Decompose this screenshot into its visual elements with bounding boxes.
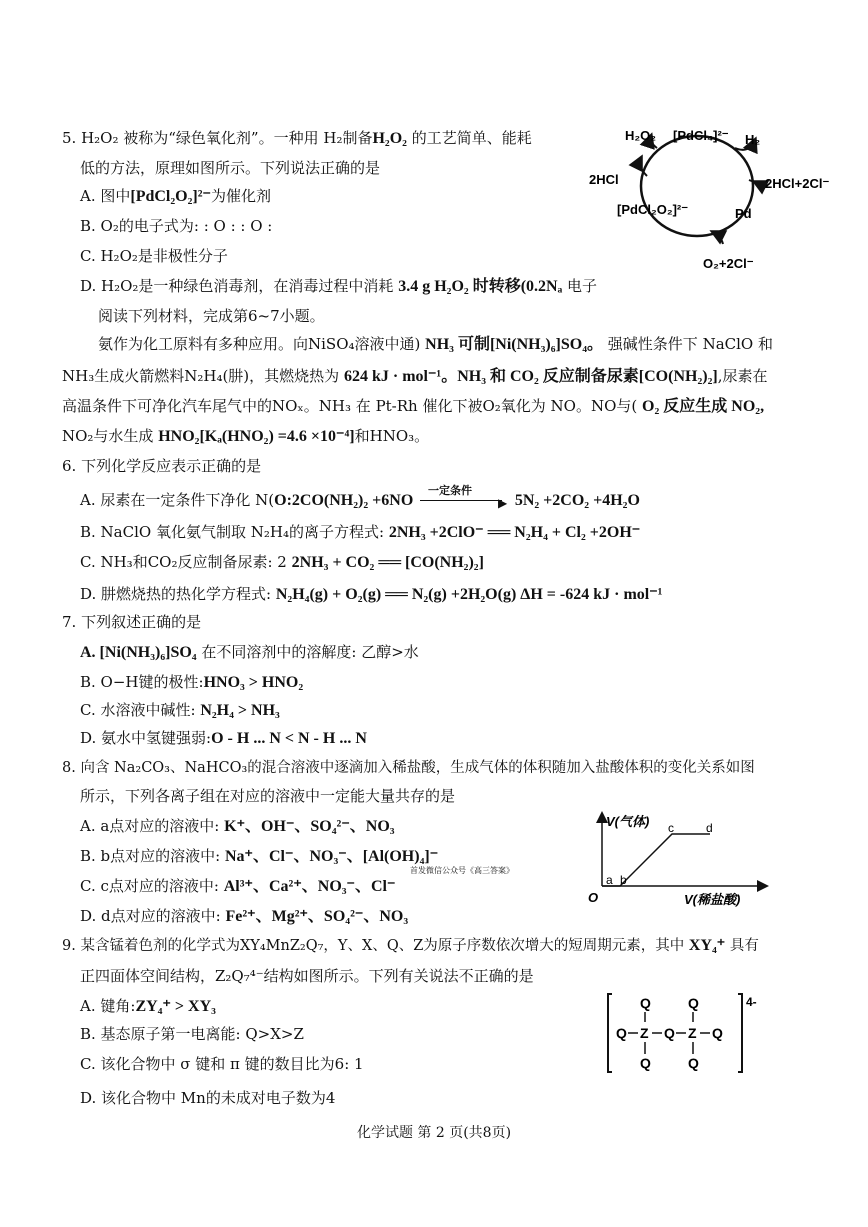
- q6-option-b-eq: 2NH₃ +2ClO⁻ ══ N₂H₄ + Cl₂ +2OH⁻: [388, 524, 641, 541]
- q7-option-b-formula: HNO₃ > HNO₂: [203, 674, 304, 691]
- q6-option-c-eq: 2NH₃ + CO₂ ══ [CO(NH₂)₂]: [291, 554, 484, 571]
- q8-option-a: [80, 816, 395, 837]
- q6-stem: 6. 下列化学反应表示正确的是: [62, 457, 262, 475]
- q5-stem-text: 5. H₂O₂ 被称为“绿色氧化剂”。一种用 H₂制备: [62, 129, 373, 147]
- q6-option-d-text: D. 肼燃烧热的热化学方程式:: [80, 585, 272, 603]
- q8-option-d-text: D. d点对应的溶液中:: [80, 907, 221, 925]
- catalytic-cycle-diagram: [585, 118, 835, 278]
- q6-option-a: [80, 484, 640, 511]
- struct-q-bottom-right: Q: [688, 1055, 699, 1071]
- q9-option-a-formula: ZY₄⁺ > XY₃: [135, 998, 216, 1015]
- passage-line2: [62, 366, 768, 387]
- q9-stem-line2: 正四面体空间结构，Z₂Q₇⁴⁻结构如图所示。下列有关说法不正确的是: [80, 967, 534, 985]
- passage-line4: [62, 426, 429, 447]
- q6-condition-arrow: [418, 484, 510, 511]
- q8-stem-line2: 所示，下列各离子组在对应的溶液中一定能大量共存的是: [80, 787, 456, 805]
- q8-option-c: [80, 876, 395, 897]
- graph-origin: O: [588, 890, 599, 905]
- q5-stem-formula: H₂O₂: [372, 130, 407, 147]
- q7-option-a-text: 在不同溶剂中的溶解度: 乙醇>水: [201, 643, 419, 661]
- q5-stem-line1: [62, 128, 532, 149]
- label-2hcl: 2HCl: [589, 172, 619, 187]
- gas-volume-graph: [580, 810, 780, 910]
- struct-q-right: Q: [712, 1025, 723, 1041]
- q6-option-b: [80, 522, 640, 543]
- passage-line1-formula: NH₃ 可制[Ni(NH₃)₆]SO₄。: [425, 336, 604, 353]
- q5-option-d: [80, 276, 597, 297]
- struct-q-bottom-left: Q: [640, 1055, 651, 1071]
- q6-option-d: [80, 584, 662, 605]
- q7-option-b: [80, 672, 303, 693]
- page-footer: 化学试题 第 2 页(共8页): [356, 1125, 512, 1141]
- q6-option-c-text: C. NH₃和CO₂反应制备尿素: 2: [80, 553, 287, 571]
- q6-condition-label: 一定条件: [428, 484, 473, 497]
- gas-curve: [602, 834, 710, 886]
- passage-line3-formula: O₂ 反应生成 NO₂,: [642, 398, 765, 415]
- passage-line1-c: 强碱性条件下 NaClO 和: [607, 335, 773, 353]
- label-pd: Pd: [735, 206, 752, 221]
- q5-option-a-post: 为催化剂: [210, 187, 271, 205]
- q6-option-b-text: B. NaClO 氧化氨气制取 N₂H₄的离子方程式:: [80, 523, 385, 541]
- label-h2o2: H₂O₂: [625, 128, 657, 143]
- q6-arrow-line: [420, 500, 502, 501]
- q7-option-d-formula: O - H ... N < N - H ... N: [211, 730, 367, 747]
- struct-q-top-right: Q: [688, 995, 699, 1011]
- q5-option-a-formula: [PdCl₂O₂]²⁻: [130, 188, 211, 205]
- q5-option-a-text: A. 图中: [80, 187, 131, 205]
- passage-line3-a: 高温条件下可净化汽车尾气中的NOₓ。NH₃: [62, 397, 352, 415]
- q5-option-d-post: 电子: [567, 277, 598, 295]
- q7-option-c: [80, 700, 280, 721]
- struct-q-top-left: Q: [640, 995, 651, 1011]
- q8-option-b-ions: Na⁺、Cl⁻、NO₃⁻、[Al(OH)₄]⁻: [225, 848, 439, 865]
- q7-option-a-formula: A. [Ni(NH₃)₆]SO₄: [80, 644, 197, 661]
- graph-ylabel: V(气体): [606, 814, 650, 829]
- q9-stem-text: 9. 某含锰着色剂的化学式为XY₄MnZ₂Q₇，Y、X、Q、Z为原子序数依次增大的短周期元素，其中: [62, 938, 685, 954]
- q6-option-a-eq-right: 5N₂ +2CO₂ +4H₂O: [514, 492, 640, 509]
- passage-line4-formula: HNO₂[Kₐ(HNO₂) =4.6 ×10⁻⁴]: [158, 428, 355, 445]
- q5-option-b: B. O₂的电子式为: : O : : O :: [80, 217, 273, 235]
- cycle-ring: [641, 136, 753, 236]
- struct-z-left: Z: [640, 1025, 649, 1041]
- q5-option-a: [80, 186, 271, 207]
- q5-option-d-text: D. H₂O₂是一种绿色消毒剂，在消毒过程中消耗: [80, 277, 394, 295]
- watermark: 首发微信公众号《高三答案》: [410, 866, 514, 875]
- q7-option-d: [80, 728, 367, 749]
- passage-line2-a: NH₃生成火箭燃料N₂H₄(肼)，其燃烧热为: [62, 367, 340, 385]
- q8-option-c-ions: Al³⁺、Ca²⁺、NO₃⁻、Cl⁻: [223, 878, 396, 895]
- q7-option-b-text: B. O−H键的极性:: [80, 673, 204, 691]
- q8-option-a-ions: K⁺、OH⁻、SO₄²⁻、NO₃: [224, 818, 395, 835]
- graph-point-c: c: [668, 821, 674, 835]
- q9-stem-text-end: 具有: [729, 938, 759, 954]
- z2q7-structure-diagram: [604, 988, 784, 1080]
- label-pdcl2o2: [PdCl₂O₂]²⁻: [617, 202, 689, 217]
- q9-option-a: [80, 996, 216, 1017]
- q9-option-a-text: A. 键角:: [80, 997, 136, 1015]
- label-pdcl4: [PdCl₄]²⁻: [673, 128, 729, 143]
- graph-xlabel: V(稀盐酸): [684, 892, 741, 907]
- q8-option-d: [80, 906, 408, 927]
- q5-option-d-formula: 3.4 g H₂O₂ 时转移(0.2Nₐ: [398, 278, 563, 295]
- q9-stem-line1: [62, 936, 759, 956]
- q8-option-a-text: A. a点对应的溶液中:: [80, 817, 220, 835]
- left-bracket: [608, 994, 612, 1072]
- passage-line2-c: ,尿素在: [717, 367, 768, 385]
- passage-line1-a: 氨作为化工原料有多种应用。向NiSO₄溶液中通): [98, 335, 421, 353]
- passage-intro: 阅读下列材料，完成第6~7小题。: [98, 307, 325, 325]
- struct-q-center: Q: [664, 1025, 675, 1041]
- q5-stem-text-end: 的工艺简单、能耗: [411, 129, 532, 147]
- hcl-out-arrow: [749, 180, 756, 183]
- q9-option-b: B. 基态原子第一电离能: Q>X>Z: [80, 1025, 304, 1043]
- passage-line2-formula: 624 kJ · mol⁻¹。NH₃ 和 CO₂ 反应制备尿素[CO(NH₂)₂]: [343, 368, 718, 385]
- graph-point-d: d: [706, 821, 713, 835]
- q7-option-c-formula: N₂H₄ > NH₃: [200, 702, 280, 719]
- passage-line4-a: NO₂与水生成: [62, 427, 154, 445]
- graph-point-a: a: [606, 873, 613, 887]
- q6-option-c: [80, 552, 484, 573]
- q9-stem-formula: XY₄⁺: [688, 937, 726, 954]
- q5-option-c: C. H₂O₂是非极性分子: [80, 247, 228, 265]
- q5-stem-line2: 低的方法，原理如图所示。下列说法正确的是: [80, 159, 381, 177]
- label-2hcl-2cl: 2HCl+2Cl⁻: [765, 176, 830, 191]
- struct-charge: 4-: [746, 995, 757, 1009]
- passage-line1: [98, 334, 773, 355]
- passage-line3-b: 在 Pt-Rh 催化下被O₂氧化为 NO。NO与(: [355, 397, 638, 415]
- q9-option-d: D. 该化合物中 Mn的未成对电子数为4: [80, 1089, 336, 1107]
- q7-stem: 7. 下列叙述正确的是: [62, 613, 202, 631]
- q9-option-c: C. 该化合物中 σ 键和 π 键的数目比为6: 1: [80, 1055, 364, 1073]
- passage-line4-c: 和HNO₃。: [354, 427, 430, 445]
- q8-option-d-ions: Fe²⁺、Mg²⁺、SO₄²⁻、NO₃: [225, 908, 409, 925]
- q7-option-d-text: D. 氨水中氢键强弱:: [80, 729, 212, 747]
- q6-option-a-text: A. 尿素在一定条件下净化 N(: [80, 491, 275, 509]
- q7-option-a: [80, 642, 419, 663]
- right-bracket: [738, 994, 742, 1072]
- q8-option-b-text: B. b点对应的溶液中:: [80, 847, 221, 865]
- q6-option-a-eq-left: O:2CO(NH₂)₂ +6NO: [274, 492, 414, 509]
- q8-option-c-text: C. c点对应的溶液中:: [80, 877, 219, 895]
- q7-option-c-text: C. 水溶液中碱性:: [80, 701, 196, 719]
- label-o2-2cl: O₂+2Cl⁻: [703, 256, 754, 271]
- struct-q-left: Q: [616, 1025, 627, 1041]
- q8-stem-line1: 8. 向含 Na₂CO₃、NaHCO₃的混合溶液中逐滴加入稀盐酸，生成气体的体积随加入盐酸体积的变化关系如图: [62, 760, 755, 776]
- graph-point-b: b: [620, 873, 627, 887]
- passage-line3: [62, 396, 764, 417]
- q6-option-d-eq: N₂H₄(g) + O₂(g) ══ N₂(g) +2H₂O(g) ΔH = -624 kJ · mol⁻¹: [275, 586, 663, 603]
- q6-arrow-head: ▶: [498, 496, 508, 510]
- q8-option-b: [80, 846, 438, 867]
- label-h2: H₂: [745, 132, 761, 147]
- struct-z-right: Z: [688, 1025, 697, 1041]
